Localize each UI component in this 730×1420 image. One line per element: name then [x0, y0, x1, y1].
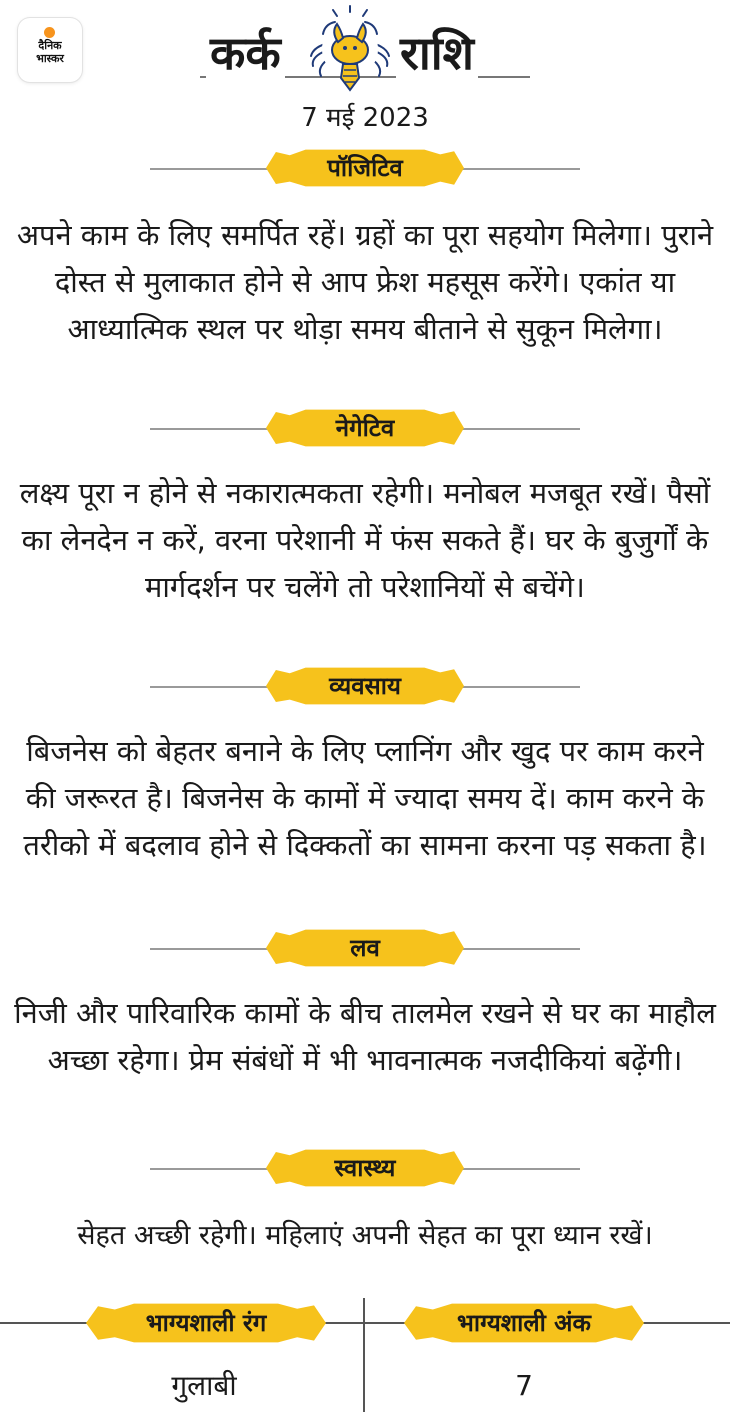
- lucky-rule-left: [0, 1322, 95, 1324]
- lucky-color-label: भाग्यशाली रंग: [145, 1309, 267, 1337]
- crab-icon: [305, 4, 395, 94]
- section-text-business: बिजनेस को बेहतर बनाने के लिए प्लानिंग और खुद पर काम करने की जरूरत है। बिजनेस के कामों में ज्यादा समय दें। काम करने के तरीको में बदलाव होने से दिक्कतों का सामना करना पड़ सकता है।: [23, 734, 707, 862]
- section-title: लव: [350, 934, 380, 962]
- logo-text-line2: भास्कर: [36, 52, 64, 65]
- lucky-number-label: भाग्यशाली अंक: [457, 1309, 591, 1337]
- section-header-positive: [0, 146, 730, 192]
- section-header-negative: [0, 406, 730, 452]
- section-text-positive: अपने काम के लिए समर्पित रहें। ग्रहों का पूरा सहयोग मिलेगा। पुराने दोस्त से मुलाकात होने से आप फ्रेश महसूस करेंगे। एकांत या आध्यात्मिक स्थल पर थोड़ा समय बीताने से सुकून मिलेगा।: [16, 218, 714, 346]
- section-title: पॉजिटिव: [327, 154, 403, 182]
- section-text-love: निजी और पारिवारिक कामों के बीच तालमेल रखने से घर का माहौल अच्छा रहेगा। प्रेम संबंधों में भी भावनात्मक नजदीकियां बढ़ेंगी।: [14, 996, 716, 1077]
- lucky-panel: [0, 1292, 730, 1420]
- section-header-love: [0, 926, 730, 972]
- section-title: व्यवसाय: [329, 672, 401, 700]
- section-text-negative: लक्ष्य पूरा न होने से नकारात्मकता रहेगी। मनोबल मजबूत रखें। पैसों का लेनदेन न करें, वरना परेशानी में फंस सकते हैं। घर के बुजुर्गों के मार्गदर्शन पर चलेंगे तो परेशानियों से बचेंगे।: [19, 476, 711, 604]
- section-title: नेगेटिव: [335, 414, 395, 442]
- date-label: 7 मई 2023: [301, 103, 429, 133]
- lucky-number-value: 7: [515, 1369, 533, 1402]
- lucky-color-value: गुलाबी: [171, 1369, 237, 1402]
- logo-text-line1: दैनिक: [38, 39, 62, 52]
- section-header-business: [0, 664, 730, 710]
- lucky-divider: [363, 1298, 365, 1412]
- rashi-header: [0, 0, 730, 150]
- section-title: स्वास्थ्य: [334, 1154, 396, 1182]
- rashi-title-word2: राशि: [396, 26, 478, 80]
- lucky-rule-right: [640, 1322, 730, 1324]
- rashi-title-word1: कर्क: [206, 26, 285, 80]
- section-text-health: सेहत अच्छी रहेगी। महिलाएं अपनी सेहत का पूरा ध्यान रखें।: [77, 1220, 653, 1251]
- section-header-health: [0, 1146, 730, 1192]
